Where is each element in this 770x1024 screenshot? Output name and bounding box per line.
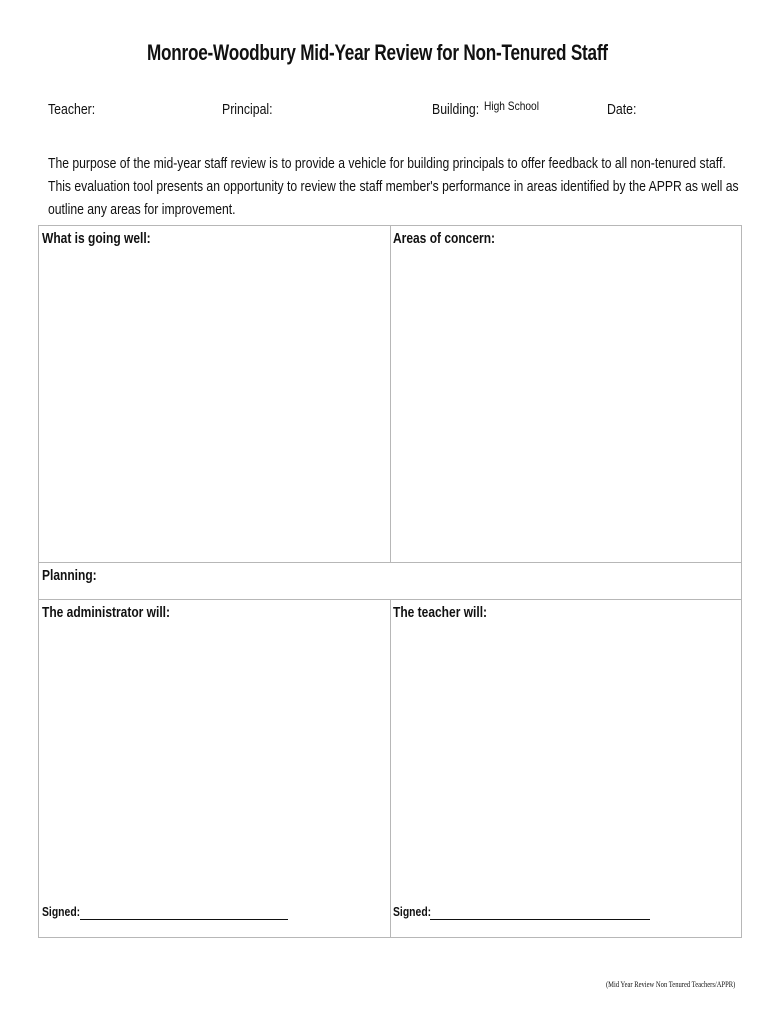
signed-left-label: Signed: bbox=[42, 904, 81, 919]
purpose-line: outline any areas for improvement. bbox=[48, 201, 236, 218]
purpose-line: This evaluation tool presents an opportunity to review the staff member's performance in areas identified by the APPR as well as bbox=[48, 178, 739, 195]
date-label: Date: bbox=[607, 101, 637, 118]
signed-right-label: Signed: bbox=[393, 904, 432, 919]
table-divider bbox=[390, 225, 391, 562]
footer-note: (Mid Year Review Non Tenured Teachers/APPR) bbox=[606, 980, 736, 989]
concerns-label: Areas of concern: bbox=[393, 230, 496, 247]
going-well-label: What is going well: bbox=[42, 230, 151, 247]
admin-will-label: The administrator will: bbox=[42, 604, 171, 621]
purpose-paragraph bbox=[48, 152, 739, 221]
table-divider bbox=[390, 599, 391, 938]
teacher-will-field[interactable] bbox=[392, 626, 740, 896]
teacher-will-label: The teacher will: bbox=[393, 604, 488, 621]
planning-label: Planning: bbox=[42, 567, 97, 584]
teacher-label: Teacher: bbox=[48, 101, 96, 118]
purpose-line: The purpose of the mid-year staff review is to provide a vehicle for building principals to offer feedback to all non-tenured staff. bbox=[48, 155, 726, 172]
page-title: Monroe-Woodbury Mid-Year Review for Non-Tenured Staff bbox=[147, 40, 608, 65]
building-label: Building: bbox=[432, 101, 480, 118]
building-value[interactable]: High School bbox=[484, 99, 540, 113]
table-divider bbox=[38, 562, 742, 563]
principal-label: Principal: bbox=[222, 101, 273, 118]
concerns-field[interactable] bbox=[392, 252, 740, 560]
signature-line-left[interactable] bbox=[80, 919, 288, 920]
going-well-field[interactable] bbox=[39, 252, 389, 560]
signature-line-right[interactable] bbox=[430, 919, 650, 920]
admin-will-field[interactable] bbox=[39, 626, 389, 896]
